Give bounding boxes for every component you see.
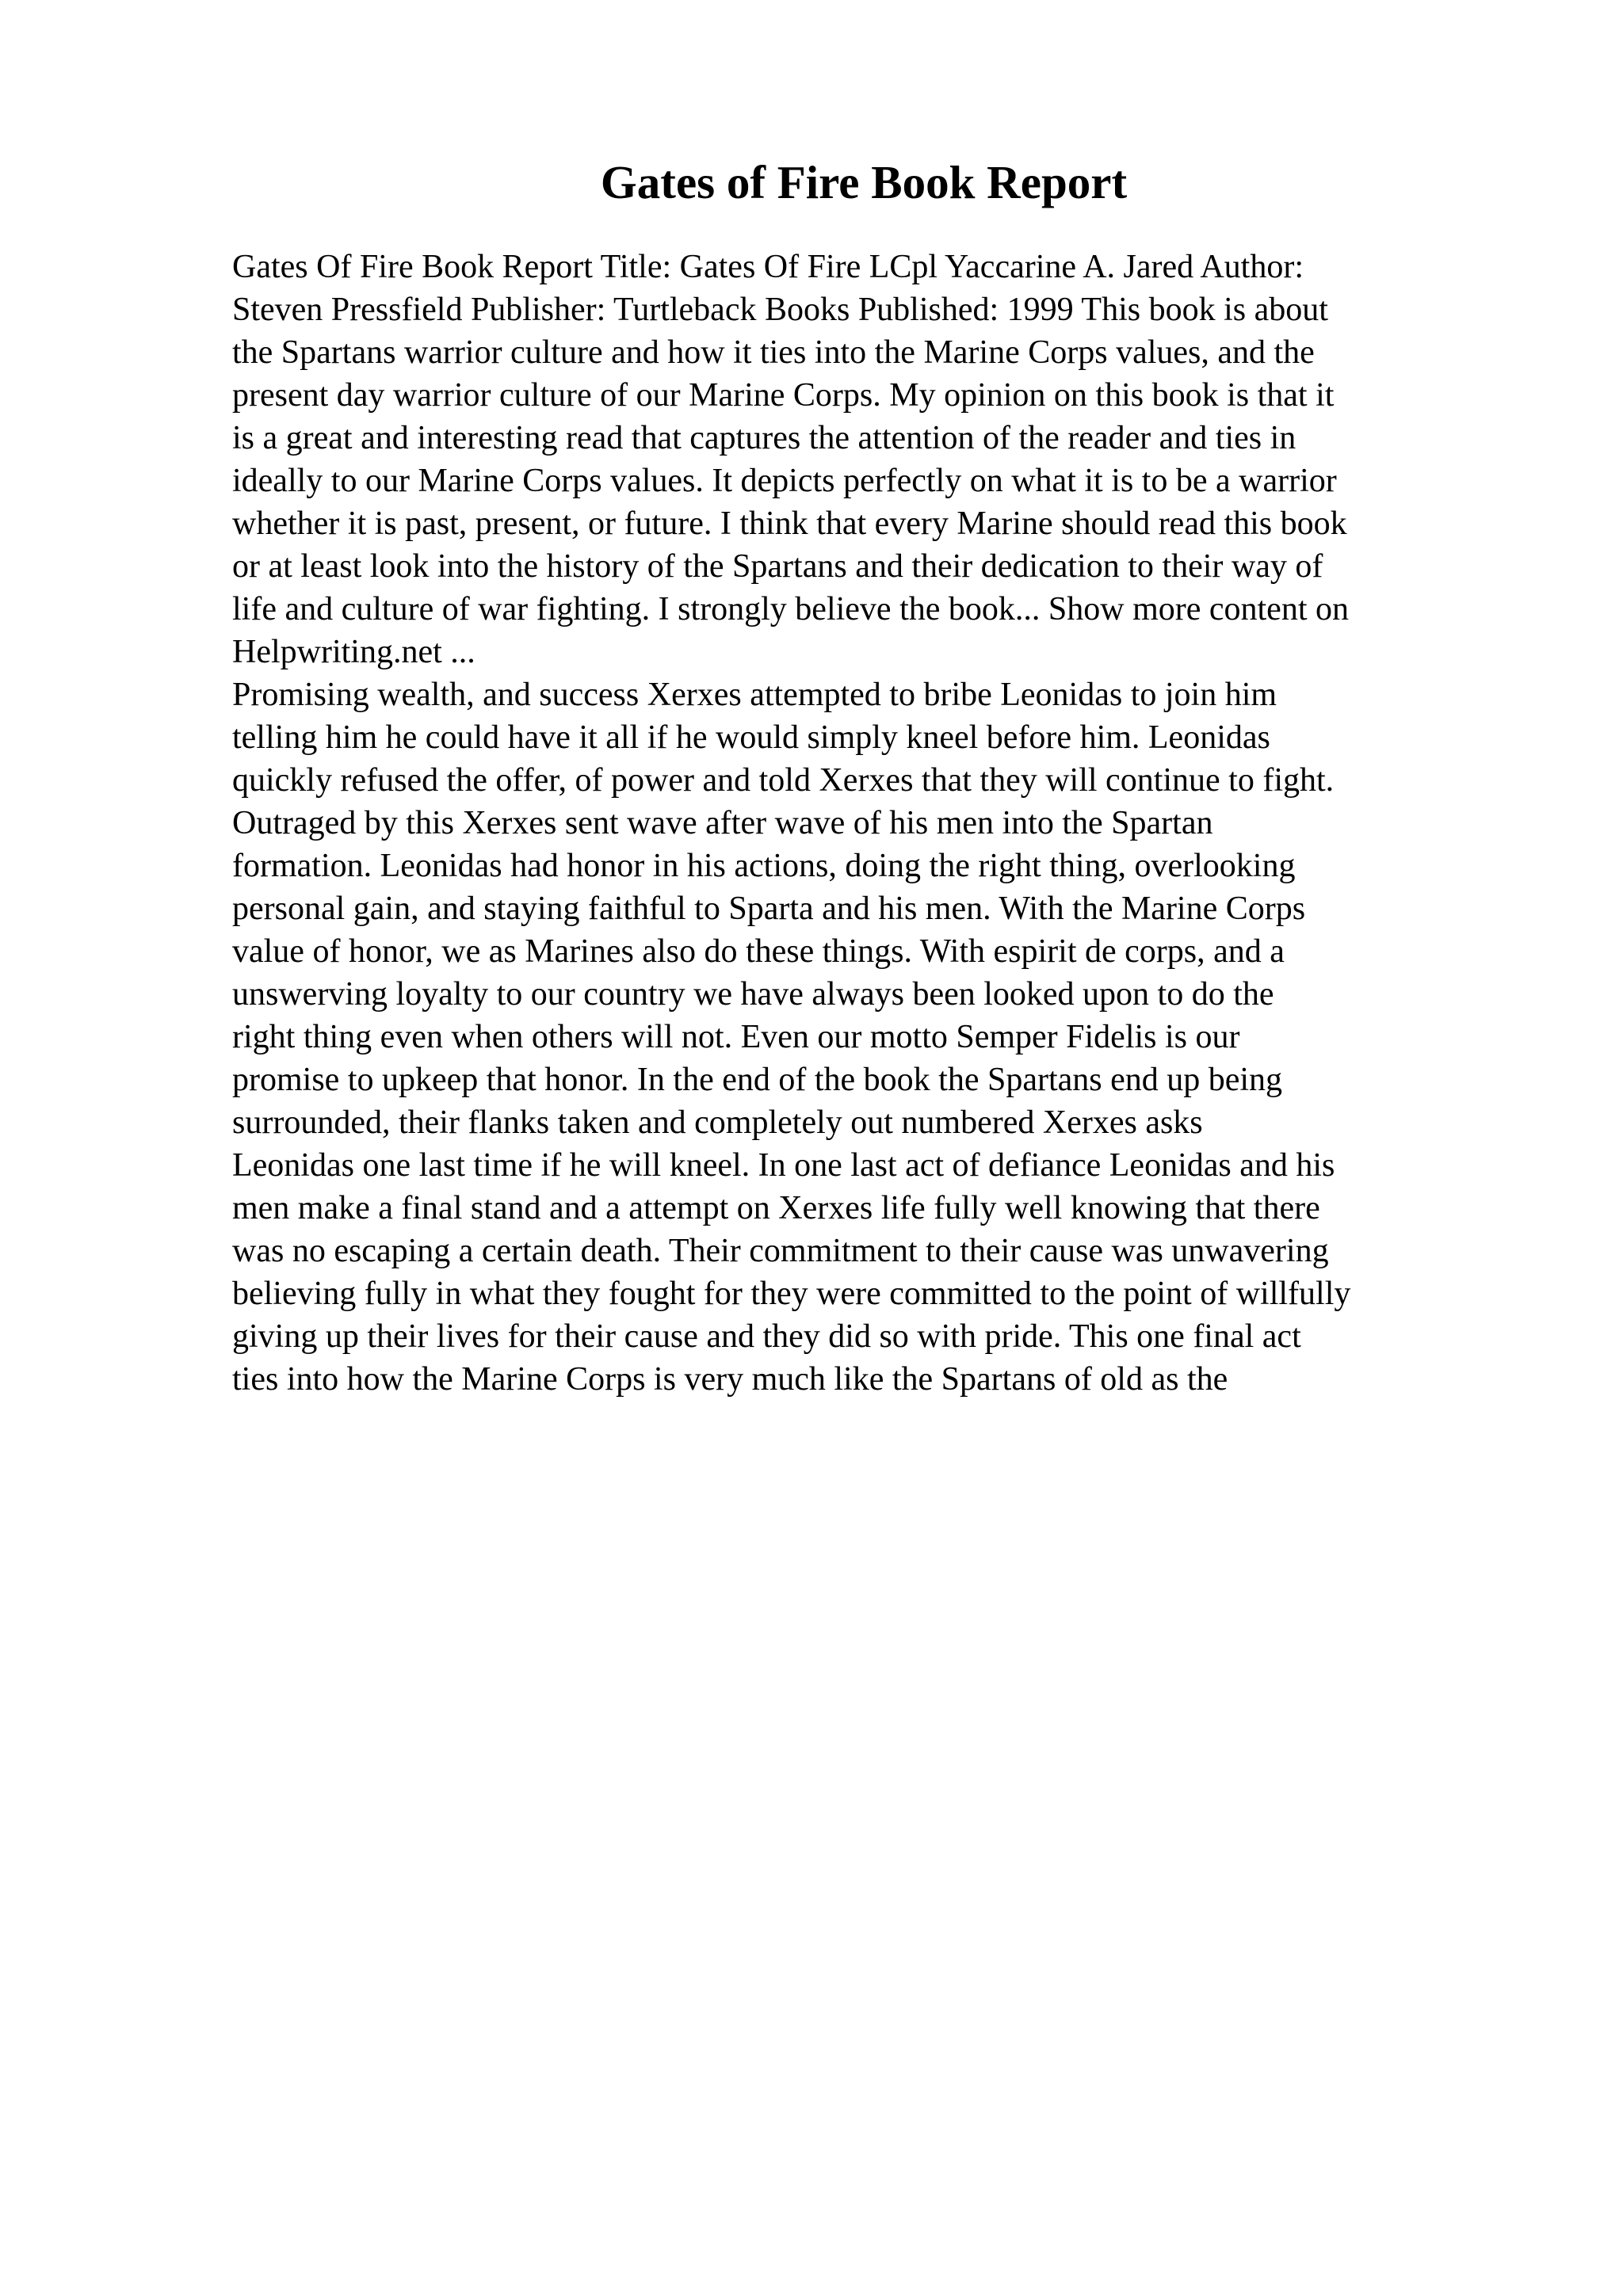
body-line: whether it is past, present, or future. I think that every Marine should read this book [232,505,1347,542]
body-line: is a great and interesting read that captures the attention of the reader and ties in [232,420,1296,456]
body-line: surrounded, their flanks taken and completely out numbered Xerxes asks [232,1104,1203,1141]
body-line: the Spartans warrior culture and how it ties into the Marine Corps values, and the [232,334,1315,371]
body-line: ties into how the Marine Corps is very much like the Spartans of old as the [232,1361,1228,1398]
body-line: personal gain, and staying faithful to Sparta and his men. With the Marine Corps [232,891,1306,927]
body-line: believing fully in what they fought for they were committed to the point of willfully [232,1276,1351,1312]
source-link-line: Helpwriting.net ... [232,634,475,670]
body-line: or at least look into the history of the Spartans and their dedication to their way of [232,548,1323,585]
body-line: value of honor, we as Marines also do these things. With espirit de corps, and a [232,933,1285,970]
body-line: men make a final stand and a attempt on Xerxes life fully well knowing that there [232,1190,1320,1226]
body-line: present day warrior culture of our Marine Corps. My opinion on this book is that it [232,377,1335,414]
body-line: giving up their lives for their cause and they did so with pride. This one final act [232,1318,1301,1355]
body-line: Steven Pressfield Publisher: Turtleback Books Published: 1999 This book is about [232,292,1328,328]
document-body [232,246,1476,1401]
body-line: was no escaping a certain death. Their commitment to their cause was unwavering [232,1233,1329,1269]
body-line: unswerving loyalty to our country we have always been looked upon to do the [232,976,1274,1013]
body-line: life and culture of war fighting. I strongly believe the book... Show more content on [232,591,1349,627]
body-line: telling him he could have it all if he would simply kneel before him. Leonidas [232,719,1270,756]
body-line: Promising wealth, and success Xerxes attempted to bribe Leonidas to join him [232,677,1277,713]
body-line: quickly refused the offer, of power and told Xerxes that they will continue to fight. [232,762,1335,799]
document-title: Gates of Fire Book Report [600,156,1128,208]
body-line: formation. Leonidas had honor in his actions, doing the right thing, overlooking [232,848,1296,884]
body-line: ideally to our Marine Corps values. It depicts perfectly on what it is to be a warrior [232,463,1337,499]
body-line: right thing even when others will not. Even our motto Semper Fidelis is our [232,1019,1240,1055]
body-line: Leonidas one last time if he will kneel. In one last act of defiance Leonidas and his [232,1147,1335,1184]
body-line: Gates Of Fire Book Report Title: Gates Of Fire LCpl Yaccarine A. Jared Author: [232,249,1304,285]
body-line: Outraged by this Xerxes sent wave after wave of his men into the Spartan [232,805,1213,841]
body-line: promise to upkeep that honor. In the end of the book the Spartans end up being [232,1062,1283,1098]
